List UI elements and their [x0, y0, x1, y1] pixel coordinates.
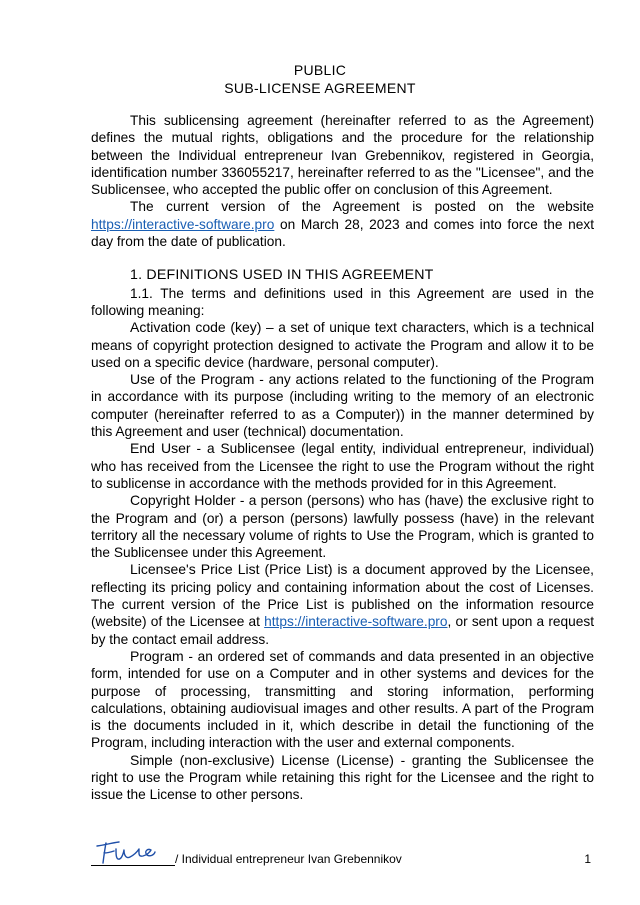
definition-activation-code — [91, 319, 594, 371]
definition-text: is a document approved by the Licensee, reflecting its pricing policy and containing information about the cost of Licenses. The current version of the Price List is published on the information resource (website) of the Licensee at — [91, 562, 594, 630]
intro-paragraph: This sublicensing agreement (hereinafter referred to as the Agreement) defines the mutual rights, obligations and the procedure for the relationship between the Individual entrepreneur Ivan Grebennikov, registered in Georgia, identification number 336055217, hereinafter referred to as the "Licensee", and the Sublicensee, who accepted the public offer on conclusion of this Agreement. — [91, 113, 594, 198]
definition-use-of-program — [91, 371, 594, 440]
definition-price-list — [91, 561, 594, 647]
footer-signatory: / Individual entrepreneur Ivan Grebennikov — [175, 852, 402, 866]
publication-text-before: The current version of the Agreement is posted on the website — [130, 199, 594, 215]
term-simple-license: Simple (non-exclusive) License (License) — [130, 751, 394, 768]
definition-text: - a person (persons) who has (have) the exclusive right to the Program and (or) a person (persons) lawfully possess (have) in the relevant territory all the necessary volume of rights to Use the Program, which is granted to the Sublicensee under this Agreement. — [91, 493, 594, 561]
term-program: Program — [130, 647, 184, 664]
publication-paragraph — [91, 198, 594, 250]
definition-copyright-holder — [91, 492, 594, 561]
clause-1-1: 1.1. The terms and definitions used in this Agreement are used in the following meaning: — [91, 285, 594, 318]
definition-dash: – — [261, 320, 279, 336]
term-use-of-program: Use of the Program — [130, 371, 255, 388]
term-activation-code: Activation code (key) — [130, 319, 262, 336]
term-copyright-holder: Copyright Holder — [130, 492, 236, 509]
page-number: 1 — [584, 852, 591, 866]
price-list-website-link[interactable]: https://interactive-software.pro — [264, 614, 448, 630]
definition-text: - granting the Sublicensee the right to use the Program while retaining this right for the Licensee and the right to issue the License to other persons. — [91, 752, 594, 803]
signature-image — [91, 839, 171, 867]
term-end-user: End User — [130, 440, 191, 457]
definition-end-user — [91, 440, 594, 492]
website-link[interactable]: https://interactive-software.pro — [91, 216, 275, 232]
definition-text: - any actions related to the functioning of the Program in accordance with its purpose (including writing to the memory of an electronic computer (hereinafter referred to as a Computer)) in the manner determined by this Agreement and user (technical) documentation. — [91, 372, 594, 440]
agreement-body — [91, 112, 594, 804]
definition-simple-license — [91, 752, 594, 804]
signature-stroke — [97, 842, 155, 863]
definition-text: - an ordered set of commands and data presented in an objective form, intended for use on a Computer and in other systems and devices for the purpose of processing, transmitting and storing information, performing calculations, obtaining audiovisual images and other results. A part of the Program is the documents included in it, which describe in detail the functioning of the Program, including interaction with the user and external components. — [91, 648, 594, 751]
title-public: PUBLIC — [293, 62, 347, 78]
publication-text-after: on March 28, 2023 and comes into force the next day from the date of publication. — [91, 216, 594, 250]
definition-text: - a Sublicensee (legal entity, individual entrepreneur, individual) who has received from the Licensee the right to use the Program without the right to sublicense in accordance with the methods provided for in this Agreement. — [91, 441, 595, 491]
section-heading-definitions: 1. DEFINITIONS USED IN THIS AGREEMENT — [130, 267, 434, 284]
definition-text: a set of unique text characters, which is a technical means of copyright protection designed to activate the Program and allow it to be used on a specific device (hardware, personal computer). — [91, 320, 594, 370]
term-price-list: Licensee's Price List (Price List) — [130, 561, 333, 578]
signature-line — [91, 865, 175, 866]
definition-text-after: , or sent upon a request by the contact email address. — [91, 614, 595, 647]
definition-program — [91, 648, 594, 752]
page-footer — [91, 847, 591, 871]
title-agreement: SUB-LICENSE AGREEMENT — [224, 80, 416, 96]
